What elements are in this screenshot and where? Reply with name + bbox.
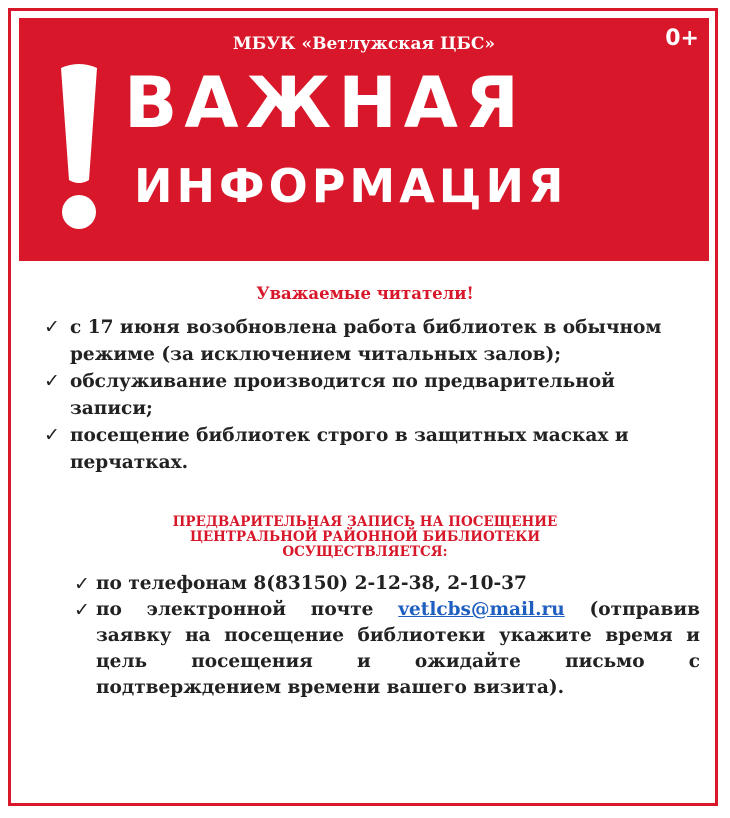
organization-name: МБУК «Ветлужская ЦБС» — [232, 34, 496, 54]
list-item — [44, 368, 684, 422]
list-item-text: с 17 июня возобновлена работа библиотек в обычном режиме (за исключением читальных залов); — [70, 317, 662, 365]
phone-item — [74, 571, 700, 597]
list-item-text: обслуживание производится по предварительной записи; — [70, 371, 615, 419]
title-line-1: ВАЖНАЯ — [124, 62, 526, 144]
check-icon: ✓ — [44, 424, 60, 446]
check-icon: ✓ — [44, 370, 60, 392]
phone-text: по телефонам 8(83150) 2-12-38, 2-10-37 — [96, 573, 527, 594]
info-list — [44, 314, 684, 476]
check-icon: ✓ — [74, 599, 90, 621]
registration-notice: ПРЕДВАРИТЕЛЬНАЯ ЗАПИСЬ НА ПОСЕЩЕНИЕ ЦЕНТРАЛЬНОЙ РАЙОННОЙ БИБЛИОТЕКИ ОСУЩЕСТВЛЯЕТСЯ: — [172, 514, 558, 560]
title-line-2: ИНФОРМАЦИЯ — [134, 159, 568, 213]
email-link[interactable]: vetlcbs@mail.ru — [398, 599, 565, 620]
exclamation-icon — [49, 60, 109, 240]
list-item — [44, 314, 684, 368]
contacts-list — [74, 571, 700, 701]
greeting: Уважаемые читатели! — [256, 284, 474, 303]
list-item-text: посещение библиотек строго в защитных масках и перчатках. — [70, 425, 629, 473]
list-item — [44, 422, 684, 476]
check-icon: ✓ — [44, 316, 60, 338]
email-prefix: по электронной почте — [96, 599, 374, 620]
check-icon: ✓ — [74, 573, 90, 595]
email-item — [74, 597, 700, 701]
email-note: (отправив заявку на посещение библиотеки укажите время и цель посещения и ожидайте письмо с подтверждением времени вашего визита). — [96, 599, 700, 698]
header-banner — [19, 18, 709, 261]
age-rating-badge: 0+ — [665, 26, 699, 51]
